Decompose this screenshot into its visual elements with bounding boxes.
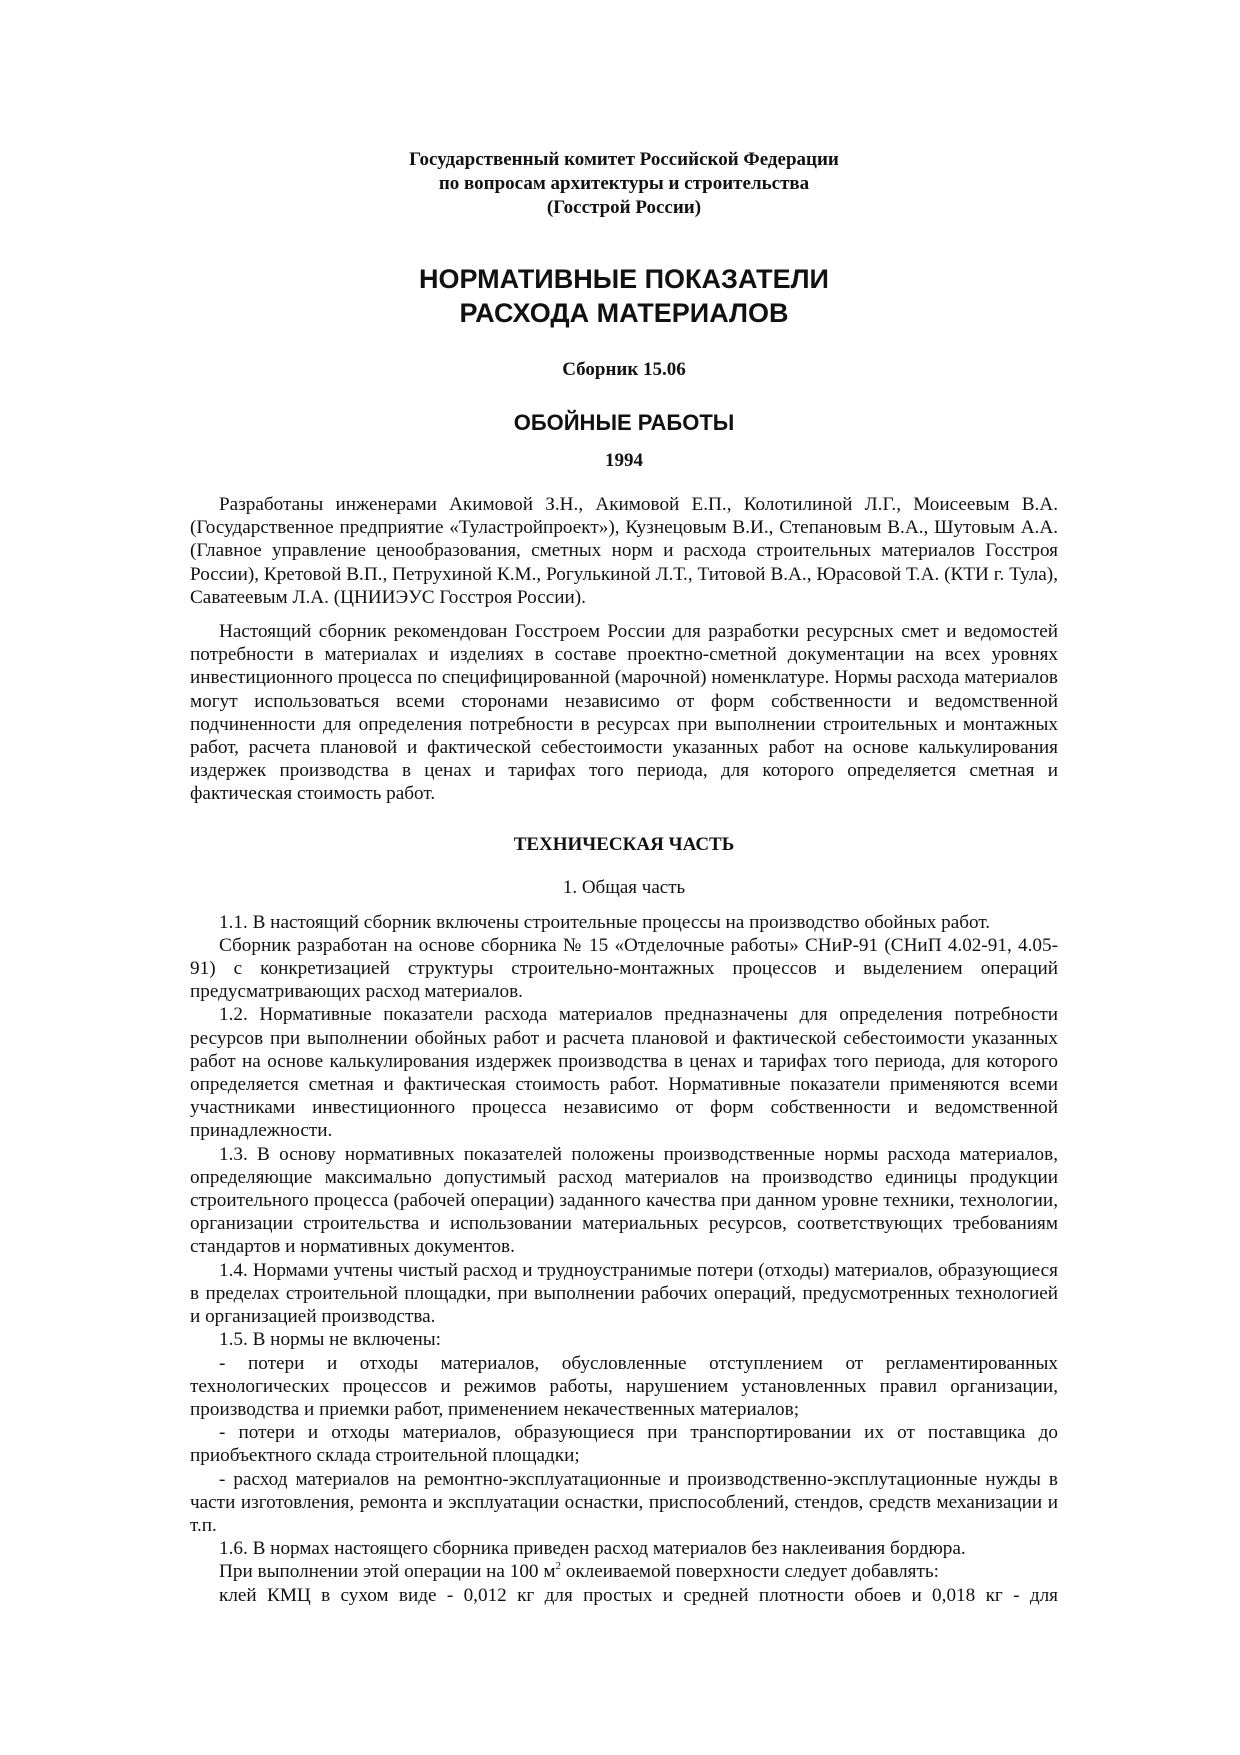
area-text-after: оклеиваемой поверхности следует добавлять: bbox=[560, 1561, 939, 1583]
general-part-heading: 1. Общая часть bbox=[562, 876, 686, 898]
square-superscript: 2 bbox=[555, 1559, 561, 1572]
item-paragraph: 1.2. Нормативные показатели расхода материалов предназначены для определения потребности ресурсов при выполнении обойных работ и расчета плановой и фактической себестоимости указанных работ на основе калькулирования издержек производства в ценах и тарифах того периода, для которого определяется сметная и фактическая стоимость работ. Нормативные показатели применяются всеми участниками инвестиционного процесса независимо от форм собственности и ведомственной принадлежности. bbox=[190, 1004, 1058, 1142]
item-paragraph-glue: клей КМЦ в сухом виде - 0,012 кг для простых и средней плотности обоев и 0,018 кг - для bbox=[219, 1584, 1058, 1606]
document-page bbox=[190, 148, 1058, 1607]
area-text-before: При выполнении этой операции на 100 м bbox=[219, 1561, 556, 1583]
item-paragraph: Сборник разработан на основе сборника № 15 «Отделочные работы» СНиР-91 (СНиП 4.02-91, 4.05-91) с конкретизацией структуры строительно-монтажных процессов и выделением операций предусматривающих расход материалов. bbox=[190, 934, 1058, 1003]
org-line-1: Государственный комитет Российской Федерации bbox=[409, 149, 839, 170]
item-paragraph: - потери и отходы материалов, образующиеся при транспортировании их от поставщика до приобъектного склада строительной площадки; bbox=[190, 1422, 1058, 1467]
item-paragraph-area bbox=[190, 1560, 1058, 1583]
collection-number: Сборник 15.06 bbox=[562, 359, 686, 380]
item-paragraph: 1.6. В нормах настоящего сборника приведен расход материалов без наклеивания бордюра. bbox=[219, 1538, 966, 1560]
item-paragraph: - расход материалов на ремонтно-эксплуатационные и производственно-эксплутационные нужды в части изготовления, ремонта и эксплуатации оснастки, приспособлений, стендов, средств механизации и т.п. bbox=[190, 1468, 1058, 1536]
purpose-paragraph: Настоящий сборник рекомендован Госстроем России для разработки ресурсных смет и ведомостей потребности в материалах и изделиях в составе проектно-сметной документации на всех уровнях инвестиционного процесса по специфицированной (марочной) номенклатуре. Нормы расхода материалов могут использоваться всеми сторонами независимо от форм собственности и ведомственной подчиненности для определения потребности в ресурсах при выполнении строительных и монтажных работ, расчета плановой и фактической себестоимости указанных работ на основе калькулирования издержек производства в ценах и тарифах того периода, для которого определяется сметная и фактическая стоимость работ. bbox=[190, 621, 1058, 805]
item-paragraph: 1.3. В основу нормативных показателей положены производственные нормы расхода материалов, определяющие максимально допустимый расход материалов на производство единицы продукции строительного процесса (рабочей операции) заданного качества при данном уровне техники, технологии, организации строительства и использовании материальных ресурсов, соответствующих требованиям стандартов и нормативных документов. bbox=[190, 1143, 1058, 1258]
technical-part-heading: ТЕХНИЧЕСКАЯ ЧАСТЬ bbox=[513, 833, 735, 855]
title-line-2: РАСХОДА МАТЕРИАЛОВ bbox=[459, 298, 789, 328]
org-line-2: по вопросам архитектуры и строительства bbox=[438, 173, 810, 194]
title-line-1: НОРМАТИВНЫЕ ПОКАЗАТЕЛИ bbox=[419, 264, 829, 294]
developers-paragraph: Разработаны инженерами Акимовой З.Н., Акимовой Е.П., Колотилиной Л.Г., Моисеевым В.А. (Государственное предприятие «Туластройпроект»), Кузнецовым В.И., Степановым В.А., Шутовым А.А. (Главное управление ценообразования, сметных норм и расхода строительных материалов Госстроя России), Кретовой В.П., Петрухиной К.М., Рогулькиной Л.Т., Титовой В.А., Юрасовой Т.А. (КТИ г. Тула), Саватеевым Л.А. (ЦНИИЭУС Госстроя России). bbox=[190, 494, 1058, 608]
item-paragraph: 1.4. Нормами учтены чистый расход и трудноустранимые потери (отходы) материалов, образующиеся в пределах строительной площадки, при выполнении рабочих операций, предусмотренных технологией и организацией производства. bbox=[190, 1259, 1058, 1328]
item-paragraph: - потери и отходы материалов, обусловленные отступлением от регламентированных технологических процессов и режимов работы, нарушением установленных правил организации, производства и приемки работ, применением некачественных материалов; bbox=[190, 1352, 1058, 1420]
work-title: ОБОЙНЫЕ РАБОТЫ bbox=[513, 410, 735, 435]
general-part-items bbox=[190, 911, 1058, 1607]
org-line-3: (Госстрой России) bbox=[546, 197, 702, 218]
item-paragraph: 1.1. В настоящий сборник включены строительные процессы на производство обойных работ. bbox=[219, 911, 991, 933]
item-paragraph: 1.5. В нормы не включены: bbox=[219, 1329, 441, 1351]
year: 1994 bbox=[605, 450, 643, 471]
document-title bbox=[190, 262, 1058, 330]
